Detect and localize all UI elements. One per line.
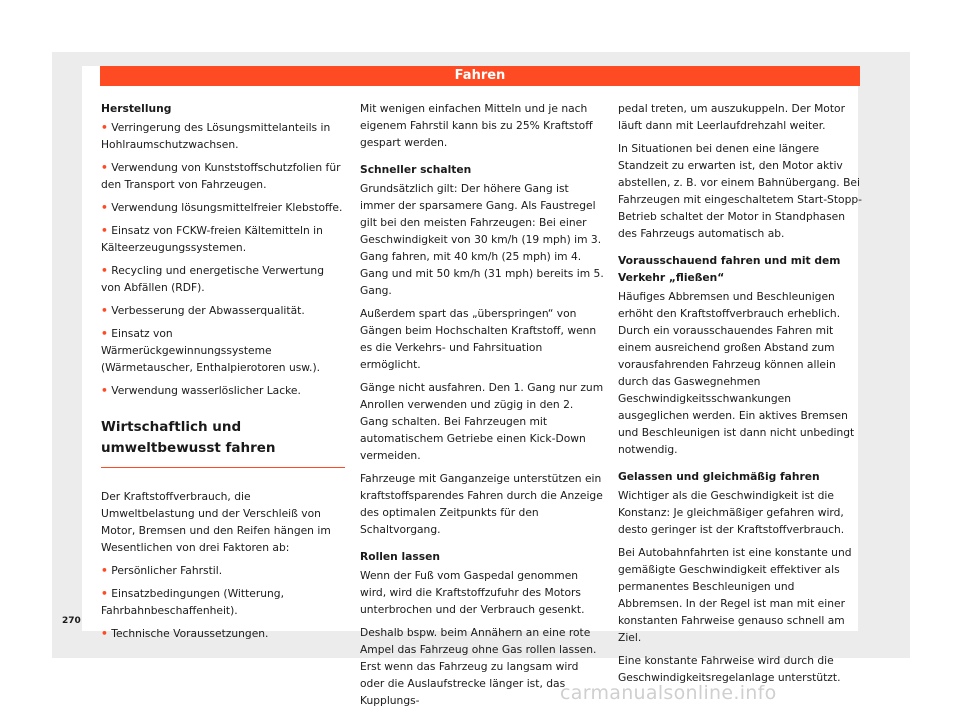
paragraph: Außerdem spart das „überspringen“ von Gängen beim Hochschalten Kraftstoff, wenn es die Verkehrs- und Fahrsituation ermöglicht.: [360, 307, 597, 371]
paragraph: Häufiges Abbremsen und Beschleunigen erhöht den Kraftstoffverbrauch erheblich. Durch ein vorausschauendes Fahren mit einem ausreichend großen Abstand zum vorausfahrenden Fahrzeug können allein durch das Gaswegnehmen Geschwindigkeitsschwankungen ausgeglichen werden. Ein aktives Bremsen und Beschleunigen ist dann nicht unbedingt notwendig.: [618, 290, 855, 456]
list-item: • Verbesserung der Abwasserqualität.: [101, 304, 305, 317]
paragraph: Grundsätzlich gilt: Der höhere Gang ist immer der sparsamere Gang. Als Faustregel gilt bei den meisten Fahrzeugen: Bei einer Geschwindigkeit von 30 km/h (19 mph) im 3. Gang fahren, mit 40 km/h (25 mph) im 4. Gang und mit 50 km/h (31 mph) bereits im 5. Gang.: [360, 182, 604, 297]
bullet-icon: •: [101, 384, 108, 397]
list-item: • Verringerung des Lösungsmittelanteils in Hohlraumschutzwachsen.: [101, 121, 331, 151]
page-number: 270: [62, 616, 81, 626]
list-item: • Verwendung lösungsmittelfreier Klebstoffe.: [101, 201, 343, 214]
paragraph: Wenn der Fuß vom Gaspedal genommen wird, wird die Kraftstoffzufuhr des Motors unterbrochen und der Verbrauch gesenkt.: [360, 569, 585, 616]
bullet-icon: •: [101, 564, 108, 577]
list-item: • Einsatz von Wärmerückgewinnungssysteme (Wärmetauscher, Enthalpierotoren usw.).: [101, 327, 321, 374]
subheading-schneller-schalten: Schneller schalten: [360, 163, 472, 176]
list-item: • Technische Voraussetzungen.: [101, 627, 269, 640]
column-2: [360, 100, 604, 715]
bullet-icon: •: [101, 201, 108, 214]
paragraph: pedal treten, um auszukuppeln. Der Motor läuft dann mit Leerlaufdrehzahl weiter.: [618, 102, 845, 132]
bullet-icon: •: [101, 224, 108, 237]
paragraph: Fahrzeuge mit Ganganzeige unterstützen ein kraftstoffsparendes Fahren durch die Anzeige des optimalen Zeitpunkts für den Schaltvorgang.: [360, 472, 603, 536]
bullet-icon: •: [101, 327, 108, 340]
intro-paragraph: Der Kraftstoffverbrauch, die Umweltbelastung und der Verschleiß von Motor, Bremsen und den Reifen hängen im Wesentlichen von drei Faktoren ab:: [101, 490, 331, 554]
paragraph: Deshalb bspw. beim Annähern an eine rote Ampel das Fahrzeug ohne Gas rollen lassen. Erst wenn das Fahrzeug zu langsam wird oder die Auslaufstrecke länger ist, das Kupplungs-: [360, 626, 597, 707]
list-item: • Recycling und energetische Verwertung von Abfällen (RDF).: [101, 264, 324, 294]
paragraph: In Situationen bei denen eine längere Standzeit zu erwarten ist, den Motor aktiv abstellen, z. B. vor einem Bahnübergang. Bei Fahrzeugen mit eingeschaltetem Start-Stopp-Betrieb schaltet der Motor in Standphasen des Fahrzeugs automatisch ab.: [618, 142, 862, 240]
paragraph: Eine konstante Fahrweise wird durch die Geschwindigkeitsregelanlage unterstützt.: [618, 654, 841, 684]
paragraph: Wichtiger als die Geschwindigkeit ist die Konstanz: Je gleichmäßiger gefahren wird, desto geringer ist der Kraftstoffverbrauch.: [618, 489, 845, 536]
column-1: [101, 100, 345, 648]
list-item: • Einsatz von FCKW-freien Kältemitteln in Kälteerzeugungssystemen.: [101, 224, 323, 254]
subheading-gelassen: Gelassen und gleichmäßig fahren: [618, 470, 820, 483]
bullet-icon: •: [101, 627, 108, 640]
bullet-icon: •: [101, 264, 108, 277]
list-item: • Persönlicher Fahrstil.: [101, 564, 223, 577]
paragraph: Bei Autobahnfahrten ist eine konstante und gemäßigte Geschwindigkeit effektiver als permanentes Beschleunigen und Abbremsen. In der Regel ist man mit einer konstanten Fahrweise genauso schnell am Ziel.: [618, 546, 852, 644]
subheading-rollen-lassen: Rollen lassen: [360, 550, 440, 563]
watermark: carmanualsonline.info: [560, 682, 777, 704]
list-item: • Verwendung von Kunststoffschutzfolien für den Transport von Fahrzeugen.: [101, 161, 341, 191]
bullet-icon: •: [101, 161, 108, 174]
list-item: • Einsatzbedingungen (Witterung, Fahrbahnbeschaffenheit).: [101, 587, 284, 617]
column-3: [618, 100, 862, 692]
bullet-icon: •: [101, 587, 108, 600]
heading-herstellung: Herstellung: [101, 102, 172, 115]
bullet-icon: •: [101, 121, 108, 134]
section-title: Wirtschaftlich und umweltbewusst fahren: [101, 417, 345, 468]
list-item: • Verwendung wasserlöslicher Lacke.: [101, 384, 301, 397]
chapter-header: Fahren: [100, 66, 860, 86]
bullet-icon: •: [101, 304, 108, 317]
paragraph: Mit wenigen einfachen Mitteln und je nach eigenem Fahrstil kann bis zu 25% Kraftstoff gespart werden.: [360, 102, 593, 149]
subheading-vorausschauend: Vorausschauend fahren und mit dem Verkehr „fließen“: [618, 254, 841, 284]
paragraph: Gänge nicht ausfahren. Den 1. Gang nur zum Anrollen verwenden und zügig in den 2. Gang schalten. Bei Fahrzeugen mit automatischem Getriebe einen Kick-Down vermeiden.: [360, 381, 604, 462]
